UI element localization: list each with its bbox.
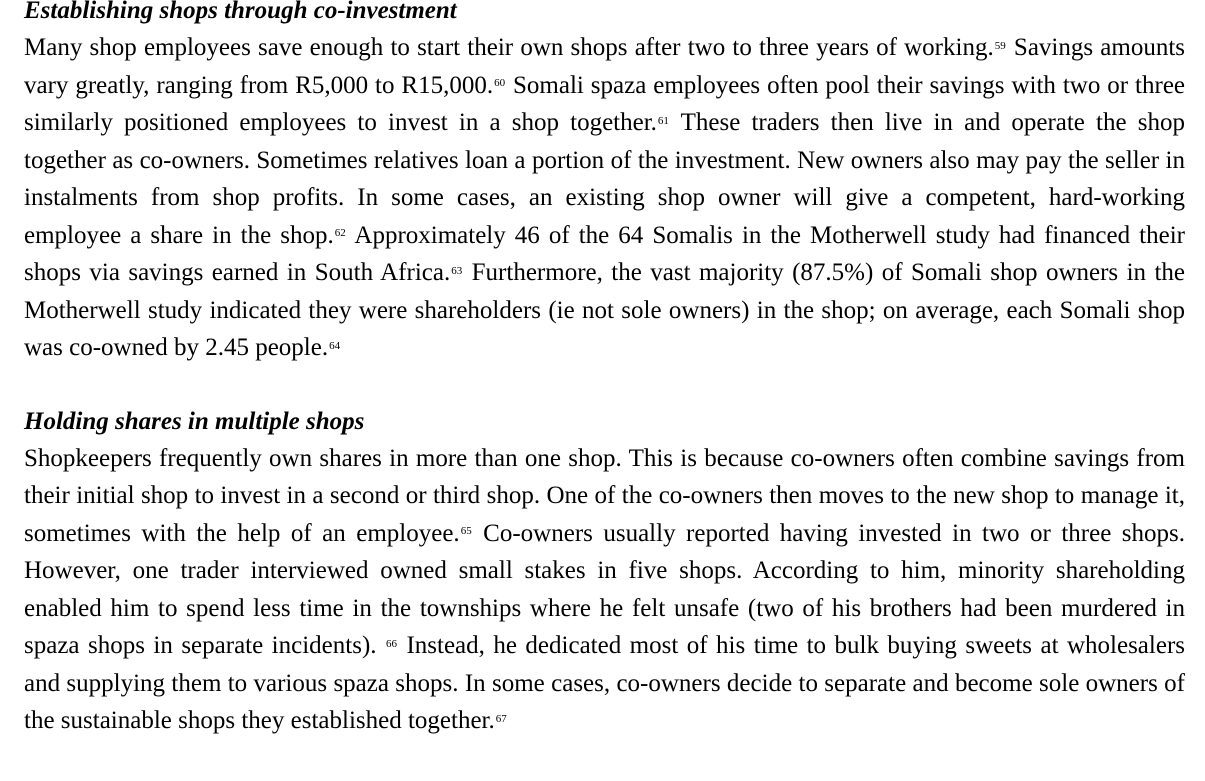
paragraph-text: Shopkeepers frequently own shares in more than one shop. This is because co-owners often combine savings from their initial shop to invest in a second or third shop. One of the co-owners then moves to the new shop to manage it, sometimes with the help of an employee. [24, 444, 1185, 547]
footnote-marker: 61 [657, 114, 669, 127]
paragraph-text: Somali spaza employees often pool their savings with two or three similarly positioned employees to invest in a shop together. [24, 71, 1186, 136]
footnote-marker: 62 [334, 227, 346, 240]
section-heading: Establishing shops through co-investment [24, 0, 457, 24]
footnote-marker: 63 [451, 264, 463, 277]
footnote-marker: 59 [994, 39, 1006, 52]
footnote-marker: 65 [460, 525, 472, 538]
footnote-marker: 67 [495, 712, 507, 725]
paragraph-text: Co-owners usually reported having invested in two or three shops. However, one trader interviewed owned small stakes in five shops. According to him, minority shareholding enabled him to spend less time in the townships where he felt unsafe (two of his brothers had been murdered in spaza shops in separate incidents). [24, 519, 1185, 659]
paragraph-text: Furthermore, the vast majority (87.5%) of Somali shop owners in the Motherwell study indicated they were shareholders (ie not sole owners) in the shop; on average, each Somali shop was co-owned by 2.45 people. [24, 259, 1186, 361]
paragraph-spacer [24, 367, 1185, 403]
paragraph-text: These traders then live in and operate the shop together as co-owners. Sometimes relatives loan a portion of the investment. New owners also may pay the seller in instalments from shop profits. In some cases, an existing shop owner will give a competent, hard-working employee a share in the shop. [24, 109, 1185, 249]
paragraph-text: Savings amounts vary greatly, ranging from R5,000 to R15,000. [24, 34, 1185, 99]
section-paragraph [24, 29, 1185, 367]
paragraph-text: Approximately 46 of the 64 Somalis in the Motherwell study had financed their shops via savings earned in South Africa. [24, 221, 1185, 286]
section-heading: Holding shares in multiple shops [24, 407, 365, 435]
document-page [24, 0, 1185, 740]
footnote-marker: 60 [494, 77, 506, 90]
section-paragraph [24, 440, 1185, 740]
footnote-marker: 66 [385, 637, 397, 650]
paragraph-text: Instead, he dedicated most of his time to bulk buying sweets at wholesalers and supplying them to various spaza shops. In some cases, co-owners decide to separate and become sole owners of the sustainable shops they established together. [24, 632, 1185, 734]
paragraph-text: Many shop employees save enough to start their own shops after two to three years of working. [24, 34, 994, 61]
footnote-marker: 64 [329, 339, 341, 352]
